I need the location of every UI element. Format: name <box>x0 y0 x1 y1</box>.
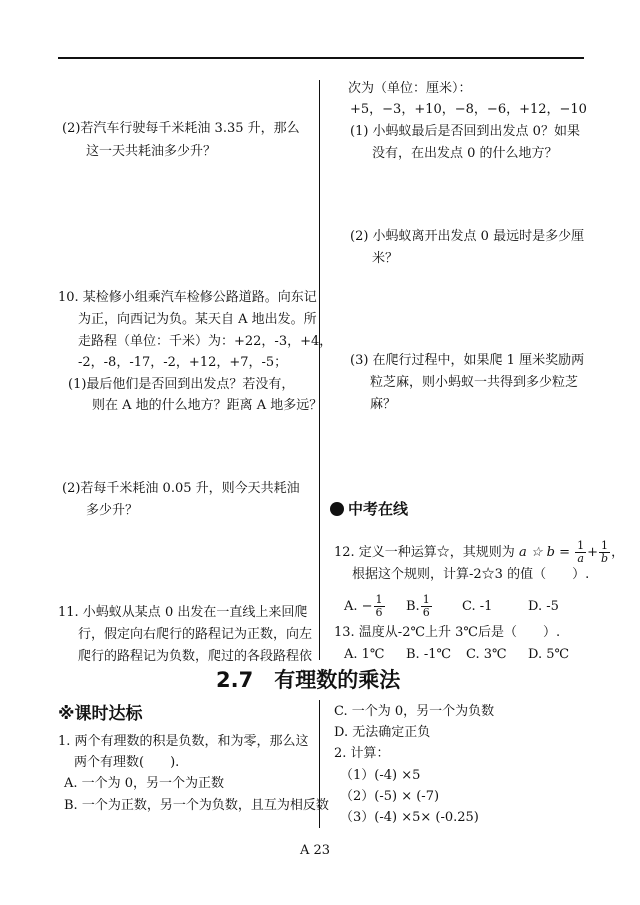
q11-line1: 11. 小蚂蚁从某点 0 出发在一直线上来回爬 <box>58 605 308 620</box>
q10-line3: 走路程（单位：千米）为：+22，-3，+4， <box>78 334 333 349</box>
q12-fraction-a: $\frac{1}{a}$ <box>577 539 585 565</box>
exam-online-label: 中考在线 <box>348 500 409 518</box>
page-number: A 23 <box>300 843 331 858</box>
q11-part2-line2: 米？ <box>372 251 399 266</box>
q2-item-1: （1）(-4) ×5 <box>340 768 421 783</box>
column-divider-upper <box>319 80 320 660</box>
q13-option-c: C. 3℃ <box>466 647 507 662</box>
q12-option-a: A. − $\frac{1}{6}$ <box>344 593 383 619</box>
q1-option-c: C. 一个为 0，另一个为负数 <box>334 704 495 719</box>
q11-cont-line1: 次为（单位：厘米）： <box>348 81 472 96</box>
q12-line1 <box>334 536 624 570</box>
bullet-icon <box>330 502 344 516</box>
exam-online-heading <box>330 500 408 518</box>
q10-part2-line2: 多少升？ <box>86 503 139 518</box>
q12-plus: + <box>587 545 599 560</box>
section-title: 2.7 有理数的乘法 <box>216 668 401 692</box>
q12-rule-lhs: a ☆ b = <box>518 545 570 560</box>
q13-option-d: D. 5℃ <box>528 647 570 662</box>
q1-option-b: B. 一个为正数，另一个为负数，且互为相反数 <box>64 798 329 813</box>
q12-line2: 根据这个规则，计算-2☆3 的值（ ）. <box>352 567 590 582</box>
q11-part3-line2: 粒芝麻，则小蚂蚁一共得到多少粒芝 <box>370 375 579 390</box>
q2-item-3: （3）(-4) ×5× (-0.25) <box>340 810 479 825</box>
q11-part1-line1: (1) 小蚂蚁最后是否回到出发点 0？如果 <box>350 124 580 139</box>
q11-cont-line2: +5，−3，+10，−8，−6，+12，−10 <box>350 102 587 117</box>
q12-option-d: D. -5 <box>528 599 559 614</box>
q10-line1: 10. 某检修小组乘汽车检修公路道路。向东记 <box>58 290 317 305</box>
q11-part3-line3: 麻？ <box>370 397 397 412</box>
q1-option-a: A. 一个为 0，另一个为正数 <box>64 776 225 791</box>
q9-part2-line2: 这一天共耗油多少升？ <box>86 144 217 159</box>
q10-line2: 为正，向西记为负。某天自 A 地出发。所 <box>78 312 317 327</box>
q1-option-d: D. 无法确定正负 <box>334 725 431 740</box>
q10-part1-line1: (1)最后他们是否回到出发点？若没有， <box>68 377 295 392</box>
q12-fraction-b: $\frac{1}{b}$ <box>601 539 609 565</box>
q12-comma: ， <box>611 545 625 560</box>
q12-option-c: C. -1 <box>462 599 493 614</box>
class-standard-heading: ※课时达标 <box>58 704 143 724</box>
q9-part2-line1: (2)若汽车行驶每千米耗油 3.35 升，那么 <box>62 121 300 136</box>
q10-part1-line2: 则在 A 地的什么地方？距离 A 地多远？ <box>92 398 323 413</box>
q13-text: 13. 温度从-2℃上升 3℃后是（ ）. <box>334 625 561 640</box>
q11-part1-line2: 没有，在出发点 0 的什么地方？ <box>372 146 558 161</box>
q10-part2-line1: (2)若每千米耗油 0.05 升，则今天共耗油 <box>62 481 300 496</box>
q12-text: 12. 定义一种运算☆，其规则为 <box>334 545 515 560</box>
q1-line2: 两个有理数( ). <box>74 755 180 770</box>
q2-item-2: （2）(-5) × (-7) <box>340 789 440 804</box>
q11-part2-line1: (2) 小蚂蚁离开出发点 0 最远时是多少厘 <box>350 229 585 244</box>
q2-label: 2. 计算： <box>334 746 390 761</box>
top-rule <box>58 57 584 59</box>
q11-line3: 爬行的路程记为负数，爬过的各段路程依 <box>78 649 313 664</box>
q13-option-a: A. 1℃ <box>344 647 385 662</box>
q13-option-b: B. -1℃ <box>406 647 452 662</box>
q12-option-b: B. $\frac{1}{6}$ <box>406 593 430 619</box>
q11-part3-line1: (3) 在爬行过程中，如果爬 1 厘米奖励两 <box>350 353 585 368</box>
q11-line2: 行，假定向右爬行的路程记为正数，向左 <box>78 627 313 642</box>
q1-line1: 1. 两个有理数的积是负数，和为零，那么这 <box>58 734 309 749</box>
q10-line4: -2，-8，-17，-2，+12，+7，-5； <box>78 355 288 370</box>
